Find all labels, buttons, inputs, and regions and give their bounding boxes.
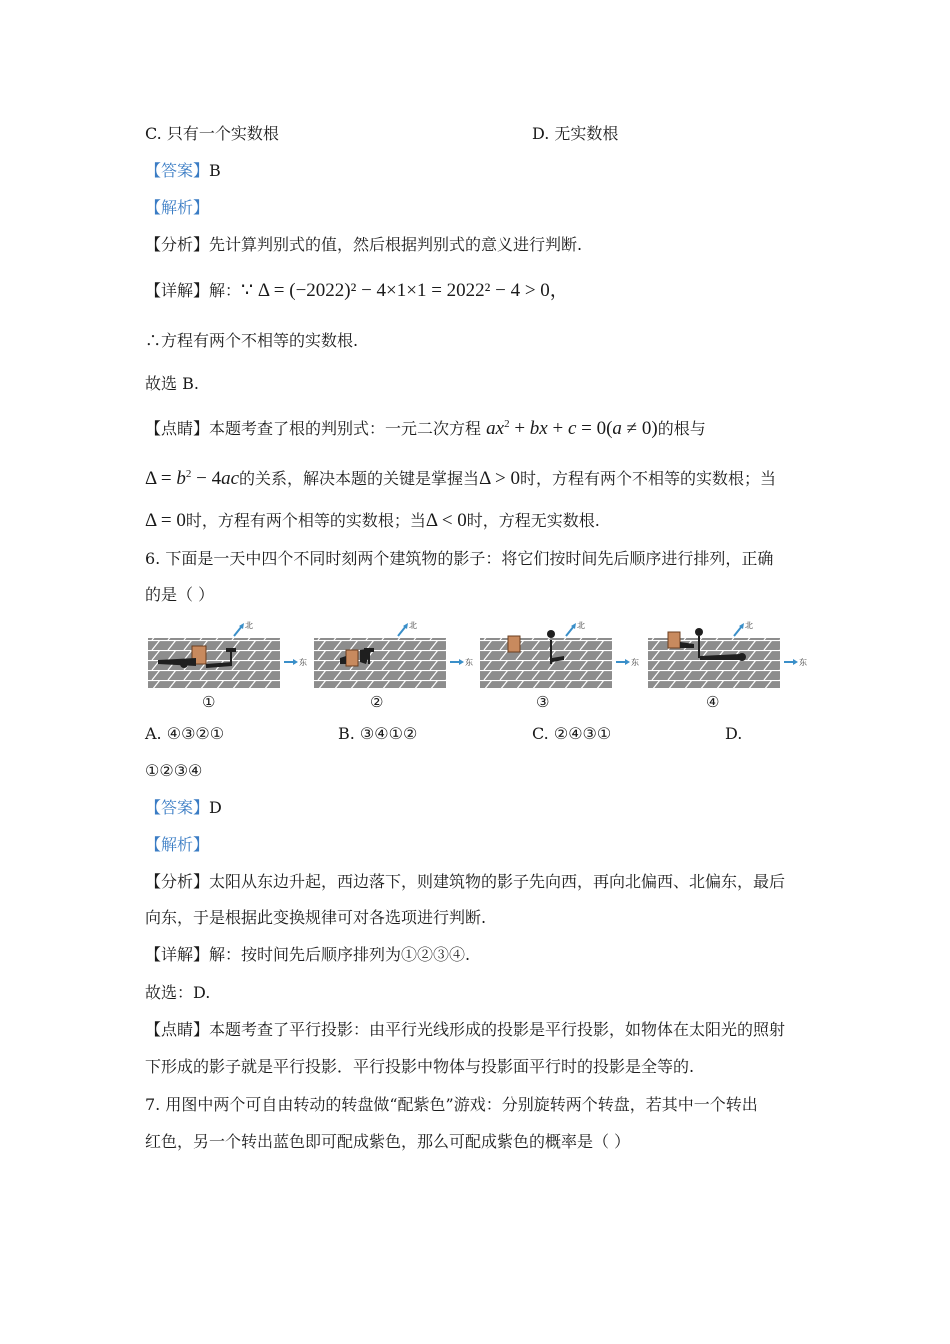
- dianjing-text-2b: 时，方程有两个不相等的实数根；当: [519, 469, 776, 488]
- answer-value: B: [209, 161, 221, 180]
- dianjing-line-2: [145, 468, 776, 490]
- delta-negative: Δ < 0: [425, 510, 467, 531]
- dianjing-text-3: 时，方程有两个相等的实数根；当: [185, 511, 426, 530]
- xiangjie-tag: 【详解】: [145, 281, 210, 300]
- fenxi-line: [145, 234, 582, 256]
- delta-positive: Δ > 0: [479, 468, 520, 489]
- delta-definition: $\Delta = b^2 - 4ac$: [145, 468, 240, 489]
- q6-option-c: C. ②④③①: [532, 724, 612, 743]
- svg-text:北: 北: [245, 621, 253, 630]
- dianjing-text-1: 本题考查了根的判别式：一元二次方程: [209, 419, 482, 438]
- xiangjie-line: [145, 280, 569, 302]
- figure-caption-2: ②: [370, 693, 384, 711]
- q7-stem-2: 红色，另一个转出蓝色即可配成紫色，那么可配成紫色的概率是（ ）: [145, 1132, 631, 1151]
- shadow-figure-3: [480, 620, 640, 690]
- q6-option-d-cont: ①②③④: [145, 761, 203, 780]
- svg-text:北: 北: [577, 621, 585, 630]
- dianjing-text-1b: 的根与: [657, 419, 706, 438]
- q6-option-d: D.: [725, 724, 743, 743]
- svg-text:东: 东: [799, 658, 807, 667]
- figure-caption-4: ④: [706, 693, 720, 711]
- svg-text:北: 北: [745, 621, 753, 630]
- conclusion-line: ∴方程有两个不相等的实数根.: [145, 331, 359, 350]
- option-d: D. 无实数根: [532, 124, 619, 143]
- svg-text:北: 北: [409, 621, 417, 630]
- q6-answer-tag: 【答案】: [145, 798, 210, 817]
- q6-choose-line: 故选：D.: [145, 983, 211, 1002]
- shadow-figure-4: [648, 620, 808, 690]
- figure-caption-3: ③: [536, 693, 550, 711]
- q6-dianjing-line-2: 下形成的影子就是平行投影．平行投影中物体与投影面平行时的投影是全等的.: [145, 1057, 695, 1076]
- q6-xiangjie-line: [145, 944, 470, 966]
- q6-answer-value: D: [209, 798, 222, 817]
- q6-dianjing-line-1: [145, 1019, 785, 1041]
- svg-text:东: 东: [465, 658, 473, 667]
- dianjing-line-3: [145, 510, 600, 532]
- q6-option-b: B. ③④①②: [338, 724, 418, 743]
- q6-option-a: A. ④③②①: [145, 724, 225, 743]
- q6-fenxi-line-2: 向东，于是根据此变换规律可对各选项进行判断.: [145, 908, 487, 927]
- discriminant-formula: ∵ Δ = (−2022)² − 4×1×1 = 2022² − 4 > 0，: [241, 280, 569, 301]
- shadow-figure-2: [314, 620, 474, 690]
- fenxi-text: 先计算判别式的值，然后根据判别式的意义进行判断.: [209, 235, 583, 254]
- q6-dianjing-text-1: 本题考查了平行投影：由平行光线形成的投影是平行投影，如物体在太阳光的照射: [209, 1020, 786, 1039]
- figure-caption-1: ①: [202, 693, 216, 711]
- dianjing-text-3b: 时，方程无实数根.: [466, 511, 600, 530]
- shadow-figure-1: [148, 620, 308, 690]
- q6-fenxi-line-1: [145, 871, 785, 893]
- q6-analysis-tag: 【解析】: [145, 835, 210, 854]
- quadratic-equation: $ax^2$ + bx + c = 0(a ≠ 0): [486, 418, 658, 439]
- fenxi-tag: 【分析】: [145, 235, 210, 254]
- dianjing-line-1: [145, 418, 706, 440]
- q6-answer-line: [145, 797, 222, 819]
- q6-fenxi-text-1: 太阳从东边升起，西边落下，则建筑物的影子先向西，再向北偏西、北偏东，最后: [209, 872, 786, 891]
- q6-stem-1: 6. 下面是一天中四个不同时刻两个建筑物的影子：将它们按时间先后顺序进行排列，正确: [145, 549, 774, 568]
- q6-xiangjie-text: 解：按时间先后顺序排列为①②③④.: [209, 945, 471, 964]
- analysis-tag: 【解析】: [145, 198, 210, 217]
- q7-stem-1: 7. 用图中两个可自由转动的转盘做“配紫色”游戏：分别旋转两个转盘，若其中一个转出: [145, 1095, 758, 1114]
- dianjing-text-2: 的关系，解决本题的关键是掌握当: [239, 469, 480, 488]
- choose-line: 故选 B.: [145, 374, 199, 393]
- q6-stem-2: 的是（ ）: [145, 585, 215, 604]
- delta-zero: Δ = 0: [145, 510, 186, 531]
- answer-tag: 【答案】: [145, 161, 210, 180]
- q6-dianjing-tag: 【点睛】: [145, 1020, 210, 1039]
- dianjing-tag: 【点睛】: [145, 419, 210, 438]
- q6-xiangjie-tag: 【详解】: [145, 945, 210, 964]
- q6-fenxi-tag: 【分析】: [145, 872, 210, 891]
- xiangjie-prefix: 解：: [209, 281, 242, 300]
- svg-text:东: 东: [631, 658, 639, 667]
- svg-text:东: 东: [299, 658, 307, 667]
- answer-line: [145, 160, 221, 182]
- option-c: C. 只有一个实数根: [145, 124, 279, 143]
